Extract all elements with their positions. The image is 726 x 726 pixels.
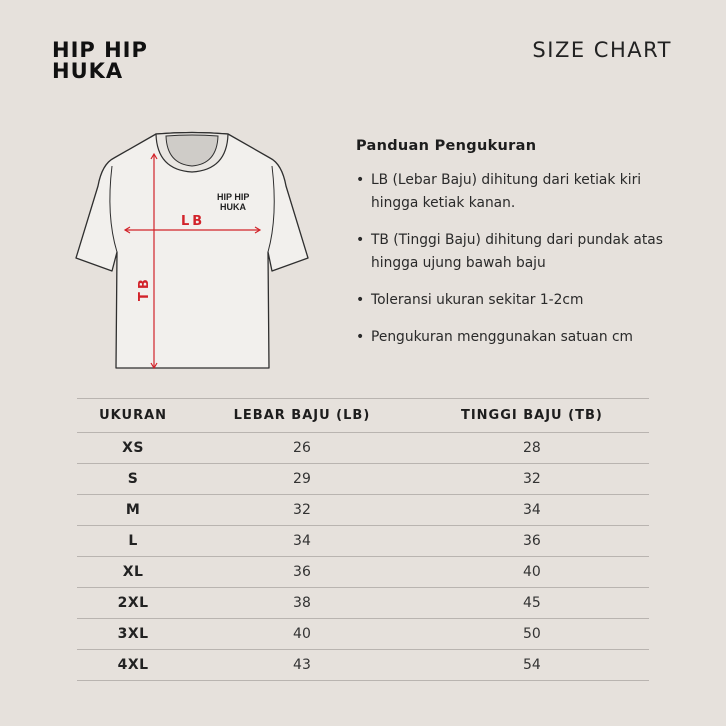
table-row [77, 588, 649, 619]
table-header-row [77, 399, 649, 433]
lb-cell: 26 [189, 433, 415, 464]
lb-cell: 43 [189, 650, 415, 681]
page-title: SIZE CHART [532, 38, 672, 62]
guide-list [356, 169, 676, 349]
table-row [77, 433, 649, 464]
table-row [77, 464, 649, 495]
table-row [77, 619, 649, 650]
table-row [77, 526, 649, 557]
lb-cell: 32 [189, 495, 415, 526]
guide-item: • LB (Lebar Baju) dihitung dari ketiak kiri hingga ketiak kanan. [356, 169, 676, 215]
tb-cell: 36 [415, 526, 649, 557]
header-tinggi-baju: TINGGI BAJU (TB) [415, 399, 649, 433]
header-lebar-baju: LEBAR BAJU (LB) [189, 399, 415, 433]
guide-item: • Toleransi ukuran sekitar 1-2cm [356, 289, 676, 312]
size-cell: 3XL [77, 619, 189, 650]
size-table [77, 398, 649, 681]
tb-cell: 34 [415, 495, 649, 526]
lb-cell: 40 [189, 619, 415, 650]
chest-logo-line2: HUKA [220, 202, 246, 212]
tb-cell: 54 [415, 650, 649, 681]
tb-cell: 32 [415, 464, 649, 495]
lb-cell: 29 [189, 464, 415, 495]
measurement-guide [356, 138, 676, 363]
brand-logo-line2: HUKA [52, 59, 124, 83]
guide-item: • Pengukuran menggunakan satuan cm [356, 326, 676, 349]
tb-cell: 40 [415, 557, 649, 588]
lb-cell: 34 [189, 526, 415, 557]
tb-cell: 50 [415, 619, 649, 650]
chest-logo-line1: HIP HIP [217, 192, 250, 202]
size-cell: L [77, 526, 189, 557]
tshirt-illustration [72, 126, 312, 376]
guide-item: • TB (Tinggi Baju) dihitung dari pundak atas hingga ujung bawah baju [356, 229, 676, 275]
size-cell: 2XL [77, 588, 189, 619]
lb-cell: 38 [189, 588, 415, 619]
tb-cell: 45 [415, 588, 649, 619]
tb-label: TB [137, 276, 152, 301]
table-row [77, 650, 649, 681]
size-cell: M [77, 495, 189, 526]
header-ukuran: UKURAN [77, 399, 189, 433]
size-cell: S [77, 464, 189, 495]
brand-logo-line1: HIP HIP [52, 38, 148, 62]
table-row [77, 557, 649, 588]
table-row [77, 495, 649, 526]
brand-logo [52, 40, 148, 82]
size-cell: 4XL [77, 650, 189, 681]
lb-cell: 36 [189, 557, 415, 588]
lb-label: LB [181, 214, 206, 229]
guide-title: Panduan Pengukuran [356, 138, 537, 154]
size-cell: XL [77, 557, 189, 588]
size-cell: XS [77, 433, 189, 464]
tb-cell: 28 [415, 433, 649, 464]
